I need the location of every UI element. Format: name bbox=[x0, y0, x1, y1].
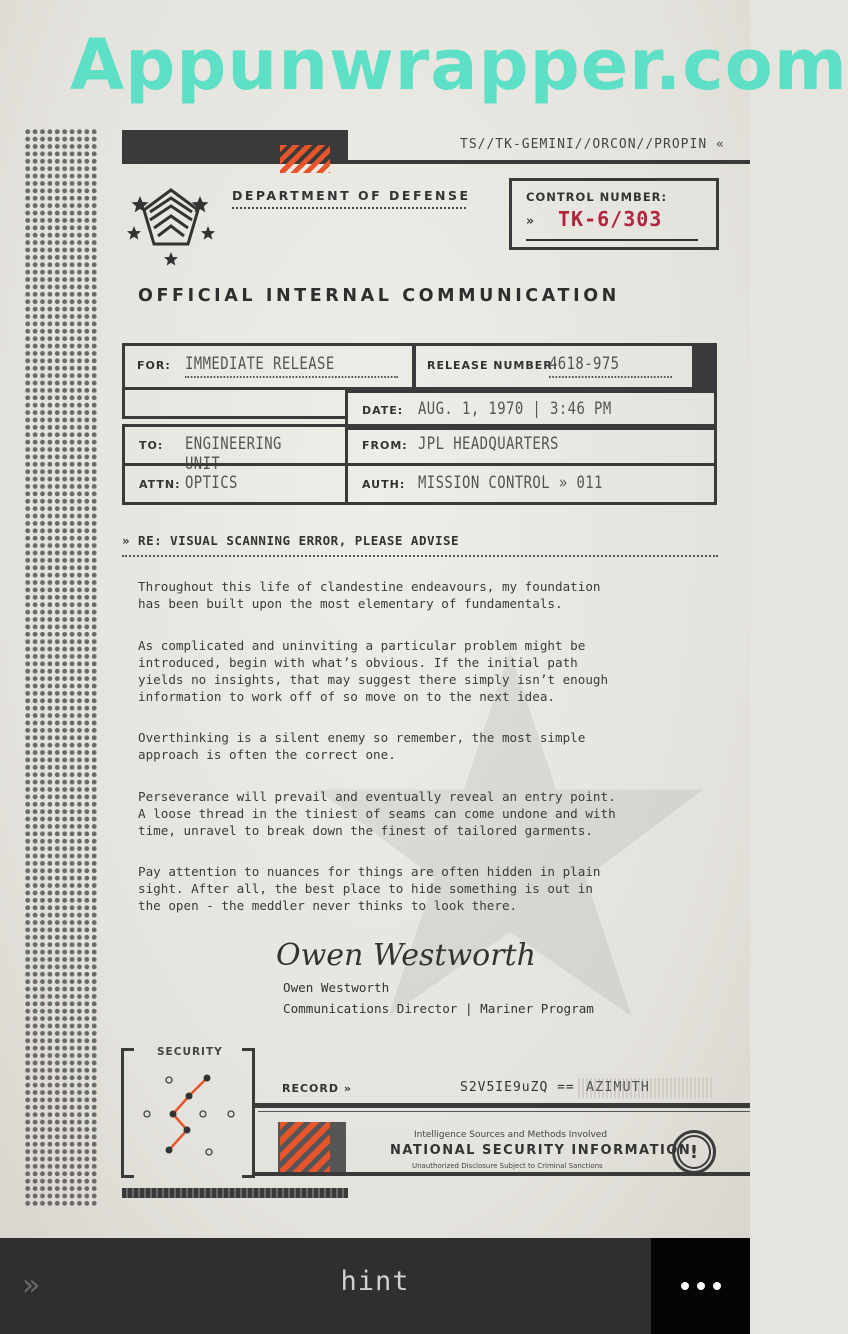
blank-cell bbox=[122, 390, 345, 419]
more-dots-icon[interactable] bbox=[651, 1238, 750, 1334]
control-arrow: » bbox=[526, 214, 534, 229]
dod-seal-icon bbox=[128, 182, 214, 266]
dot bbox=[713, 1282, 721, 1290]
orange-hatch-block bbox=[278, 1122, 346, 1174]
classification-line: TS//TK-GEMINI//ORCON//PROPIN « bbox=[460, 137, 725, 152]
date-label: DATE: bbox=[362, 404, 404, 417]
nsi-inner-rule bbox=[258, 1111, 750, 1112]
record-value-field bbox=[578, 1078, 714, 1098]
control-number-value: TK-6/303 bbox=[558, 207, 663, 231]
chevron-right-icon[interactable]: » bbox=[22, 1268, 33, 1303]
release-value: 4618-975 bbox=[549, 354, 672, 378]
record-value: AZIMUTH bbox=[586, 1079, 650, 1095]
exclamation-glyph: ! bbox=[677, 1135, 711, 1169]
handwritten-signature: Owen Westworth bbox=[276, 938, 536, 973]
nsi-caption-bottom: Unauthorized Disclosure Subject to Criminal Sanctions bbox=[412, 1162, 603, 1170]
nsi-top-rule bbox=[255, 1103, 750, 1108]
department-underline bbox=[232, 207, 466, 209]
attn-cell bbox=[122, 463, 348, 505]
signature-name: Owen Westworth bbox=[283, 980, 390, 995]
to-label: TO: bbox=[139, 439, 164, 452]
department-label: DEPARTMENT OF DEFENSE bbox=[232, 188, 471, 203]
nsi-title: NATIONAL SECURITY INFORMATION bbox=[390, 1143, 692, 1158]
bottom-ruler bbox=[122, 1188, 348, 1198]
memo-subject: » RE: VISUAL SCANNING ERROR, PLEASE ADVISE bbox=[122, 533, 460, 548]
dot bbox=[681, 1282, 689, 1290]
release-cell bbox=[412, 343, 698, 390]
to-value: ENGINEERING UNIT bbox=[185, 434, 282, 474]
control-number-box bbox=[509, 178, 719, 250]
from-cell bbox=[345, 424, 717, 466]
attn-value: OPTICS bbox=[185, 473, 238, 493]
memo-paragraph-3: Overthinking is a silent enemy so remember, the most simple approach is often the correct one. bbox=[138, 730, 586, 762]
attn-label: ATTN: bbox=[139, 478, 181, 491]
record-label: RECORD » bbox=[282, 1082, 352, 1095]
release-label: RELEASE NUMBER: bbox=[427, 359, 559, 372]
auth-label: AUTH: bbox=[362, 478, 406, 491]
auth-value: MISSION CONTROL » 011 bbox=[418, 473, 603, 493]
subject-underline bbox=[122, 555, 718, 557]
memo-paragraph-4: Perseverance will prevail and eventually reveal an entry point. A loose thread in the tiniest of seams can come undone and with time, unravel to break down the finest of tailored garments. bbox=[138, 789, 616, 838]
to-cell bbox=[122, 424, 348, 474]
halftone-dot-strip bbox=[24, 128, 98, 1206]
security-pattern-box bbox=[121, 1048, 255, 1172]
memo-paragraph-5: Pay attention to nuances for things are often hidden in plain sight. After all, the best place to hide something is out in the open - the meddler never thinks to look there. bbox=[138, 864, 601, 913]
release-cell-tab bbox=[692, 343, 717, 390]
memo-paragraph-2: As complicated and uninviting a particular problem might be introduced, begin with what’s obvious. If the initial path yields no insights, that may suggest there simply isn’t enough information to work off of so move on to the next idea. bbox=[138, 638, 609, 704]
control-underline bbox=[526, 239, 698, 241]
page-title: OFFICIAL INTERNAL COMMUNICATION bbox=[138, 286, 620, 306]
from-value: JPL HEADQUARTERS bbox=[418, 434, 559, 454]
from-label: FROM: bbox=[362, 439, 408, 452]
date-value: AUG. 1, 1970 | 3:46 PM bbox=[418, 399, 612, 419]
for-cell bbox=[122, 343, 416, 390]
for-label: FOR: bbox=[137, 359, 171, 372]
warning-exclamation-icon bbox=[672, 1130, 716, 1174]
for-value: IMMEDIATE RELEASE bbox=[185, 354, 398, 378]
security-label: SECURITY bbox=[157, 1046, 223, 1058]
header-rule bbox=[122, 160, 750, 164]
record-code: S2V5IE9uZQ == bbox=[460, 1080, 575, 1095]
nsi-bottom-rule bbox=[255, 1172, 750, 1176]
auth-cell bbox=[345, 463, 717, 505]
pattern-lock-icon bbox=[139, 1068, 239, 1164]
nsi-caption-top: Intelligence Sources and Methods Involved bbox=[414, 1130, 608, 1140]
orange-stripe-tab bbox=[280, 145, 330, 173]
right-bracket bbox=[242, 1048, 255, 1178]
signature-title: Communications Director | Mariner Program bbox=[283, 1001, 594, 1016]
control-number-label: CONTROL NUMBER: bbox=[526, 190, 668, 204]
hint-button[interactable]: hint bbox=[340, 1266, 410, 1297]
memo-paragraph-1: Throughout this life of clandestine endeavours, my foundation has been built upon the most elementary of fundamentals. bbox=[138, 579, 601, 611]
dot bbox=[697, 1282, 705, 1290]
site-watermark: Appunwrapper.com bbox=[70, 24, 848, 106]
left-bracket bbox=[121, 1048, 134, 1178]
